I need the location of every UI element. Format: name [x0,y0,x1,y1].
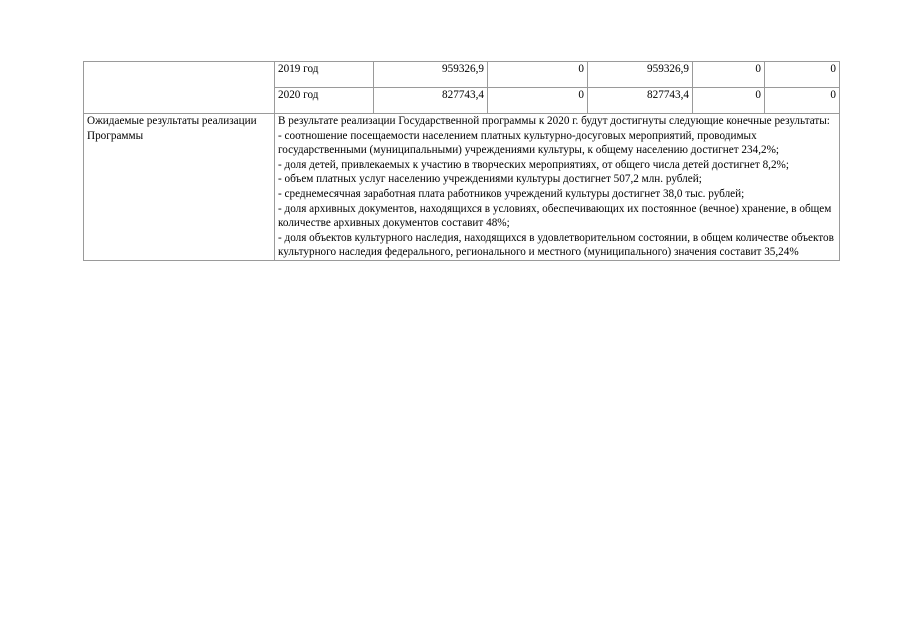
table-row [84,62,840,88]
results-line: - среднемесячная заработная плата работников учреждений культуры достигнет 38,0 тыс. рублей; [278,187,745,200]
value-cell: 0 [693,88,765,114]
year-cell: 2020 год [275,88,374,114]
results-line: - доля объектов культурного наследия, находящихся в удовлетворительном состоянии, в общем количестве объектов культурного наследия федерального, регионального и местного (муниципального) значения составит 35,24% [278,231,834,259]
value-cell: 959326,9 [374,62,488,88]
value-cell: 827743,4 [588,88,693,114]
empty-label-cell [84,62,275,114]
results-line: - соотношение посещаемости населением платных культурно-досуговых мероприятий, проводимых государственными (муниципальными) учреждениями культуры, к общему населению достигнет 234,2%; [278,129,780,157]
program-passport-table [83,61,840,261]
value-cell: 0 [765,62,840,88]
results-line: - объем платных услуг населению учреждениями культуры достигнет 507,2 млн. рублей; [278,173,702,186]
year-cell: 2019 год [275,62,374,88]
table-row [84,114,840,261]
results-text-cell [275,114,840,261]
value-cell: 827743,4 [374,88,488,114]
value-cell: 0 [693,62,765,88]
results-label-cell: Ожидаемые результаты реализации Программы [84,114,275,261]
value-cell: 0 [765,88,840,114]
value-cell: 959326,9 [588,62,693,88]
value-cell: 0 [488,62,588,88]
results-line: В результате реализации Государственной программы к 2020 г. будут достигнуты следующие конечные результаты: [278,115,830,127]
value-cell: 0 [488,88,588,114]
results-line: - доля архивных документов, находящихся в условиях, обеспечивающих их постоянное (вечное) хранение, в общем количестве архивных документов составит 48%; [278,202,832,230]
results-line: - доля детей, привлекаемых к участию в творческих мероприятиях, от общего числа детей достигнет 8,2%; [278,158,789,171]
